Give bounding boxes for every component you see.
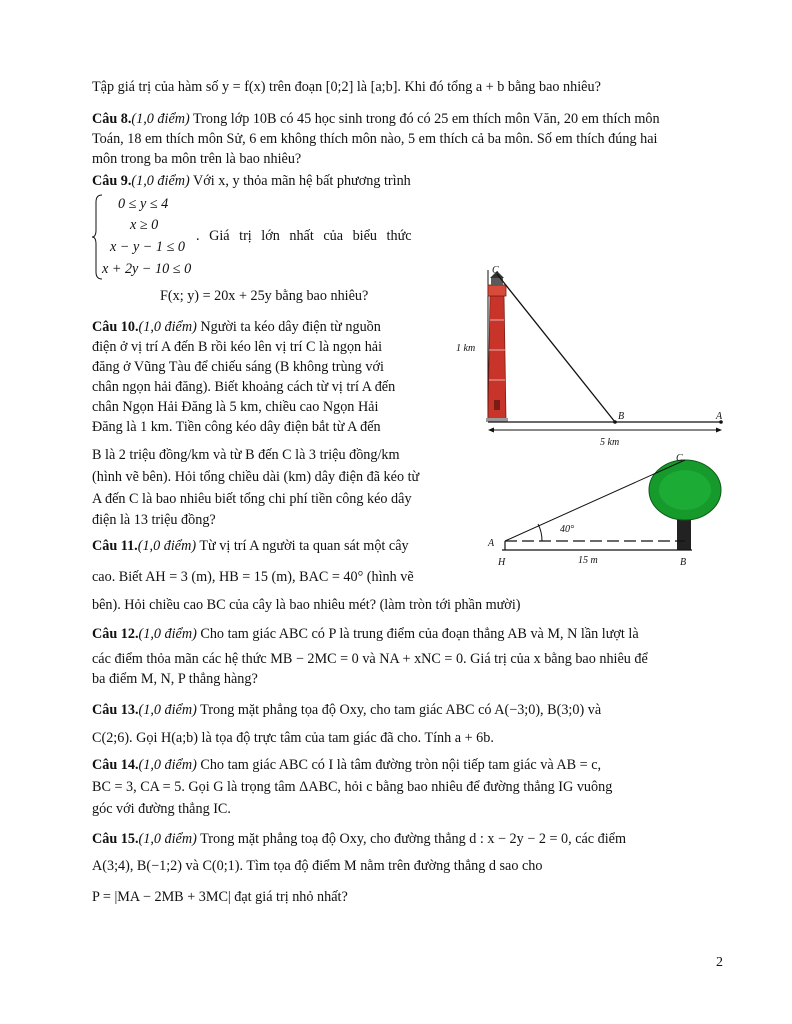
fig2-label-b: B — [680, 557, 687, 568]
q9-ineq-2: x ≥ 0 — [130, 217, 159, 233]
q15-line-1 — [92, 830, 626, 848]
q10-line-7: B là 2 triệu đồng/km và từ B đến C là 3 triệu đồng/km — [92, 447, 400, 463]
q11-line-2: cao. Biết AH = 3 (m), HB = 15 (m), BAC = 40° (hình vẽ — [92, 569, 414, 585]
q11-line-3: bên). Hỏi chiều cao BC của cây là bao nhiêu mét? (làm tròn tới phần mười) — [92, 597, 521, 613]
q10-line-4: chân ngọn hải đăng). Biết khoảng cách từ vị trí A đến — [92, 379, 396, 395]
q10-line-10: điện là 13 triệu đồng? — [92, 512, 216, 528]
fig2-label-h: H — [498, 557, 506, 568]
q10-line-1 — [92, 318, 381, 336]
fig1-label-b: B — [618, 411, 625, 422]
q15-text-1: Trong mặt phẳng toạ độ Oxy, cho đường thẳng d : x − 2y − 2 = 0, các điểm — [200, 831, 627, 847]
q13-label: Câu 13. — [92, 702, 139, 718]
q15-points: (1,0 điểm) — [138, 831, 197, 847]
q10-label: Câu 10. — [92, 319, 139, 335]
q10-text-1: Người ta kéo dây điện từ nguồn — [200, 319, 381, 335]
q9-ineq-3: x − y − 1 ≤ 0 — [110, 239, 185, 255]
q13-points: (1,0 điểm) — [138, 702, 197, 718]
q15-label: Câu 15. — [92, 831, 139, 847]
wire-cb — [497, 274, 615, 422]
q8-text-1: Trong lớp 10B có 45 học sinh trong đó có 25 em thích môn Văn, 20 em thích môn — [193, 111, 660, 127]
q10-line-3: đăng ở Vũng Tàu để chiếu sáng (B không trùng với — [92, 359, 384, 375]
q12-label: Câu 12. — [92, 626, 139, 642]
q8-line-3: môn trong ba môn trên là bao nhiêu? — [92, 151, 302, 167]
q14-line-2: BC = 3, CA = 5. Gọi G là trọng tâm ΔABC, hỏi c bằng bao nhiêu để đường thẳng IG vuông — [92, 779, 613, 795]
lighthouse-figure — [450, 260, 740, 450]
fig2-distance-label: 15 m — [578, 555, 598, 566]
q10-line-2: điện ở vị trí A đến B rồi kéo lên vị trí C là ngọn hải — [92, 339, 383, 355]
q9-expression: F(x; y) = 20x + 25y bằng bao nhiêu? — [160, 288, 369, 304]
fig1-height-label: 1 km — [456, 343, 476, 354]
q13-line-2: C(2;6). Gọi H(a;b) là tọa độ trực tâm của tam giác đã cho. Tính a + 6b. — [92, 730, 494, 746]
q10-line-5: chân Ngọn Hải Đăng là 5 km, chiều cao Ngọn Hải — [92, 399, 379, 415]
fig1-label-c: C — [492, 265, 499, 276]
q9-line-1 — [92, 172, 411, 190]
q8-points: (1,0 điểm) — [131, 111, 190, 127]
q9-tail: . Giá trị lớn nhất của biểu thức — [196, 228, 412, 244]
q12-line-3: ba điểm M, N, P thẳng hàng? — [92, 671, 258, 687]
q9-points: (1,0 điểm) — [131, 173, 190, 189]
q14-label: Câu 14. — [92, 757, 139, 773]
q8-line-1 — [92, 110, 660, 128]
angle-arc — [538, 524, 542, 541]
q12-line-2: các điểm thỏa mãn các hệ thức MB − 2MC = 0 và NA + xNC = 0. Giá trị của x bằng bao nhiêu để — [92, 651, 648, 667]
q8-line-2: Toán, 18 em thích môn Sử, 6 em không thích môn nào, 5 em thích cả ba môn. Số em thích đúng hai — [92, 131, 658, 147]
fig1-label-a: A — [716, 411, 723, 422]
tree-figure — [480, 448, 740, 568]
q10-line-8: (hình vẽ bên). Hỏi tổng chiều dài (km) dây điện đã kéo từ — [92, 469, 420, 485]
q11-label: Câu 11. — [92, 538, 138, 554]
q10-line-9: A đến C là bao nhiêu biết tổng chi phí tiền công kéo dây — [92, 491, 412, 507]
page-number: 2 — [716, 955, 723, 970]
q12-points: (1,0 điểm) — [138, 626, 197, 642]
q14-line-3: góc với đường thẳng IC. — [92, 801, 231, 817]
q15-line-3: P = |MA − 2MB + 3MC| đạt giá trị nhỏ nhất? — [92, 889, 348, 905]
fig1-distance-label: 5 km — [600, 437, 620, 448]
q8-label: Câu 8. — [92, 111, 132, 127]
q10-line-6: Đăng là 1 km. Tiền công kéo dây điện bắt từ A đến — [92, 419, 381, 435]
q12-text-1: Cho tam giác ABC có P là trung điểm của đoạn thẳng AB và M, N lần lượt là — [200, 626, 639, 642]
tree-icon — [649, 460, 721, 550]
q14-line-1 — [92, 756, 601, 774]
q10-points: (1,0 điểm) — [138, 319, 197, 335]
lighthouse-icon — [486, 271, 508, 422]
q13-text-1: Trong mặt phẳng tọa độ Oxy, cho tam giác ABC có A(−3;0), B(3;0) và — [200, 702, 602, 718]
q13-line-1 — [92, 701, 601, 719]
intro-line: Tập giá trị của hàm số y = f(x) trên đoạn [0;2] là [a;b]. Khi đó tổng a + b bằng bao nhiêu? — [92, 79, 601, 95]
fig2-label-a: A — [488, 538, 495, 549]
q15-line-2: A(3;4), B(−1;2) và C(0;1). Tìm tọa độ điểm M nằm trên đường thẳng d sao cho — [92, 858, 543, 874]
q11-text-1: Từ vị trí A người ta quan sát một cây — [199, 538, 409, 554]
q14-points: (1,0 điểm) — [138, 757, 197, 773]
q9-ineq-4: x + 2y − 10 ≤ 0 — [102, 261, 192, 277]
q9-label: Câu 9. — [92, 173, 132, 189]
q14-text-1: Cho tam giác ABC có I là tâm đường tròn nội tiếp tam giác và AB = c, — [200, 757, 602, 773]
q9-text-1: Với x, y thỏa mãn hệ bất phương trình — [193, 173, 411, 189]
q9-ineq-1: 0 ≤ y ≤ 4 — [118, 196, 169, 212]
q11-line-1 — [92, 537, 409, 555]
q11-points: (1,0 điểm) — [137, 538, 197, 554]
fig2-angle-label: 40° — [560, 524, 574, 535]
q12-line-1 — [92, 625, 639, 643]
fig2-label-c: C — [676, 453, 683, 464]
